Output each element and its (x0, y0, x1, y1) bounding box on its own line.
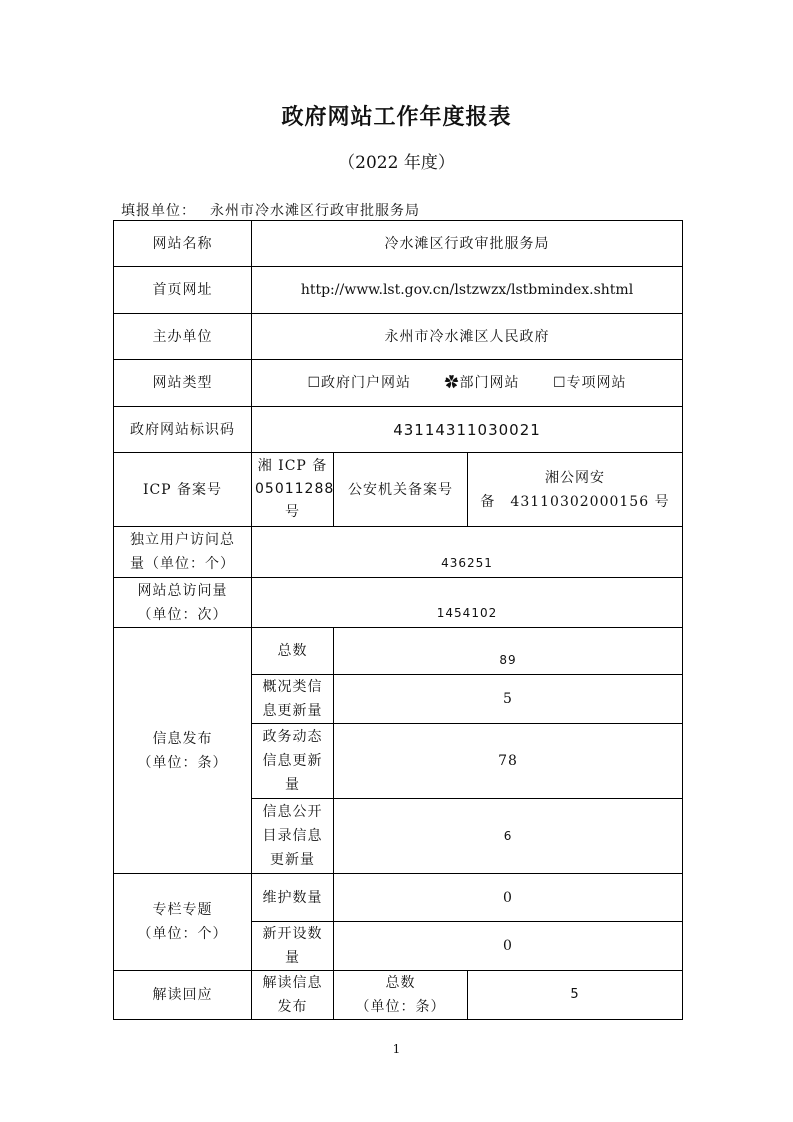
checkbox-checked-icon: ✿ (444, 375, 460, 391)
checkbox-empty-icon: ☐ (307, 375, 322, 391)
page-subtitle: （2022 年度） (338, 153, 455, 173)
row-interpretation (114, 971, 683, 1020)
row-unique-visitors (114, 527, 683, 578)
info-item-value: 5 (334, 675, 683, 724)
info-item-label: 概况类信 息更新量 (252, 675, 334, 724)
interpretation-sub-label: 解读信息 发布 (252, 971, 334, 1020)
info-item-label: 总数 (252, 628, 334, 675)
site-type-label: 网站类型 (114, 360, 252, 407)
report-table (113, 220, 683, 1020)
columns-label: 专栏专题 （单位：个） (114, 874, 252, 971)
site-type-option-portal[interactable]: ☐政府门户网站 (307, 375, 412, 391)
unique-visitors-value: 436251 (252, 527, 683, 578)
row-homepage (114, 267, 683, 314)
site-name-value: 冷水滩区行政审批服务局 (252, 221, 683, 267)
info-item-value: 78 (334, 724, 683, 799)
interpretation-metric-label: 总数 （单位：条） (334, 971, 468, 1020)
columns-item-label: 新开设数 量 (252, 922, 334, 971)
row-icp (114, 453, 683, 527)
sponsor-label: 主办单位 (114, 314, 252, 360)
row-site-name (114, 221, 683, 267)
site-type-option-special[interactable]: ☐专项网站 (552, 375, 627, 391)
sponsor-value: 永州市冷水滩区人民政府 (252, 314, 683, 360)
row-total-visits (114, 578, 683, 628)
site-name-label: 网站名称 (114, 221, 252, 267)
police-record-label: 公安机关备案号 (334, 453, 468, 527)
fill-unit-label: 填报单位： (121, 203, 196, 219)
page-title: 政府网站工作年度报表 (281, 104, 512, 130)
row-sponsor (114, 314, 683, 360)
info-item-label: 政务动态 信息更新 量 (252, 724, 334, 799)
row-columns-maintained (114, 874, 683, 922)
columns-item-value: 0 (334, 874, 683, 922)
police-record-value: 湘公网安 备 43110302000156 号 (468, 453, 683, 527)
info-item-label: 信息公开 目录信息 更新量 (252, 799, 334, 874)
site-id-label: 政府网站标识码 (114, 407, 252, 453)
site-type-option-department[interactable]: ✿部门网站 (444, 375, 520, 391)
unique-visitors-label: 独立用户访问总 量（单位：个） (114, 527, 252, 578)
homepage-label: 首页网址 (114, 267, 252, 314)
icp-label: ICP 备案号 (114, 453, 252, 527)
row-info-total (114, 628, 683, 675)
row-site-type (114, 360, 683, 407)
total-visits-value: 1454102 (252, 578, 683, 628)
info-publish-label: 信息发布 （单位：条） (114, 628, 252, 874)
page-number: 1 (392, 1042, 401, 1056)
interpretation-value: 5 (468, 971, 683, 1020)
fill-unit-line (121, 200, 420, 220)
columns-item-label: 维护数量 (252, 874, 334, 922)
fill-unit-value: 永州市冷水滩区行政审批服务局 (210, 203, 420, 219)
info-item-value: 6 (334, 799, 683, 874)
interpretation-label: 解读回应 (114, 971, 252, 1020)
checkbox-empty-icon: ☐ (552, 375, 567, 391)
row-site-id (114, 407, 683, 453)
homepage-value: http://www.lst.gov.cn/lstzwzx/lstbmindex.shtml (252, 267, 683, 314)
columns-item-value: 0 (334, 922, 683, 971)
info-item-value: 89 (334, 628, 683, 675)
total-visits-label: 网站总访问量 （单位：次） (114, 578, 252, 628)
site-type-options (252, 360, 683, 407)
icp-value: 湘 ICP 备 05011288 号 (252, 453, 334, 527)
site-id-value: 43114311030021 (252, 407, 683, 453)
